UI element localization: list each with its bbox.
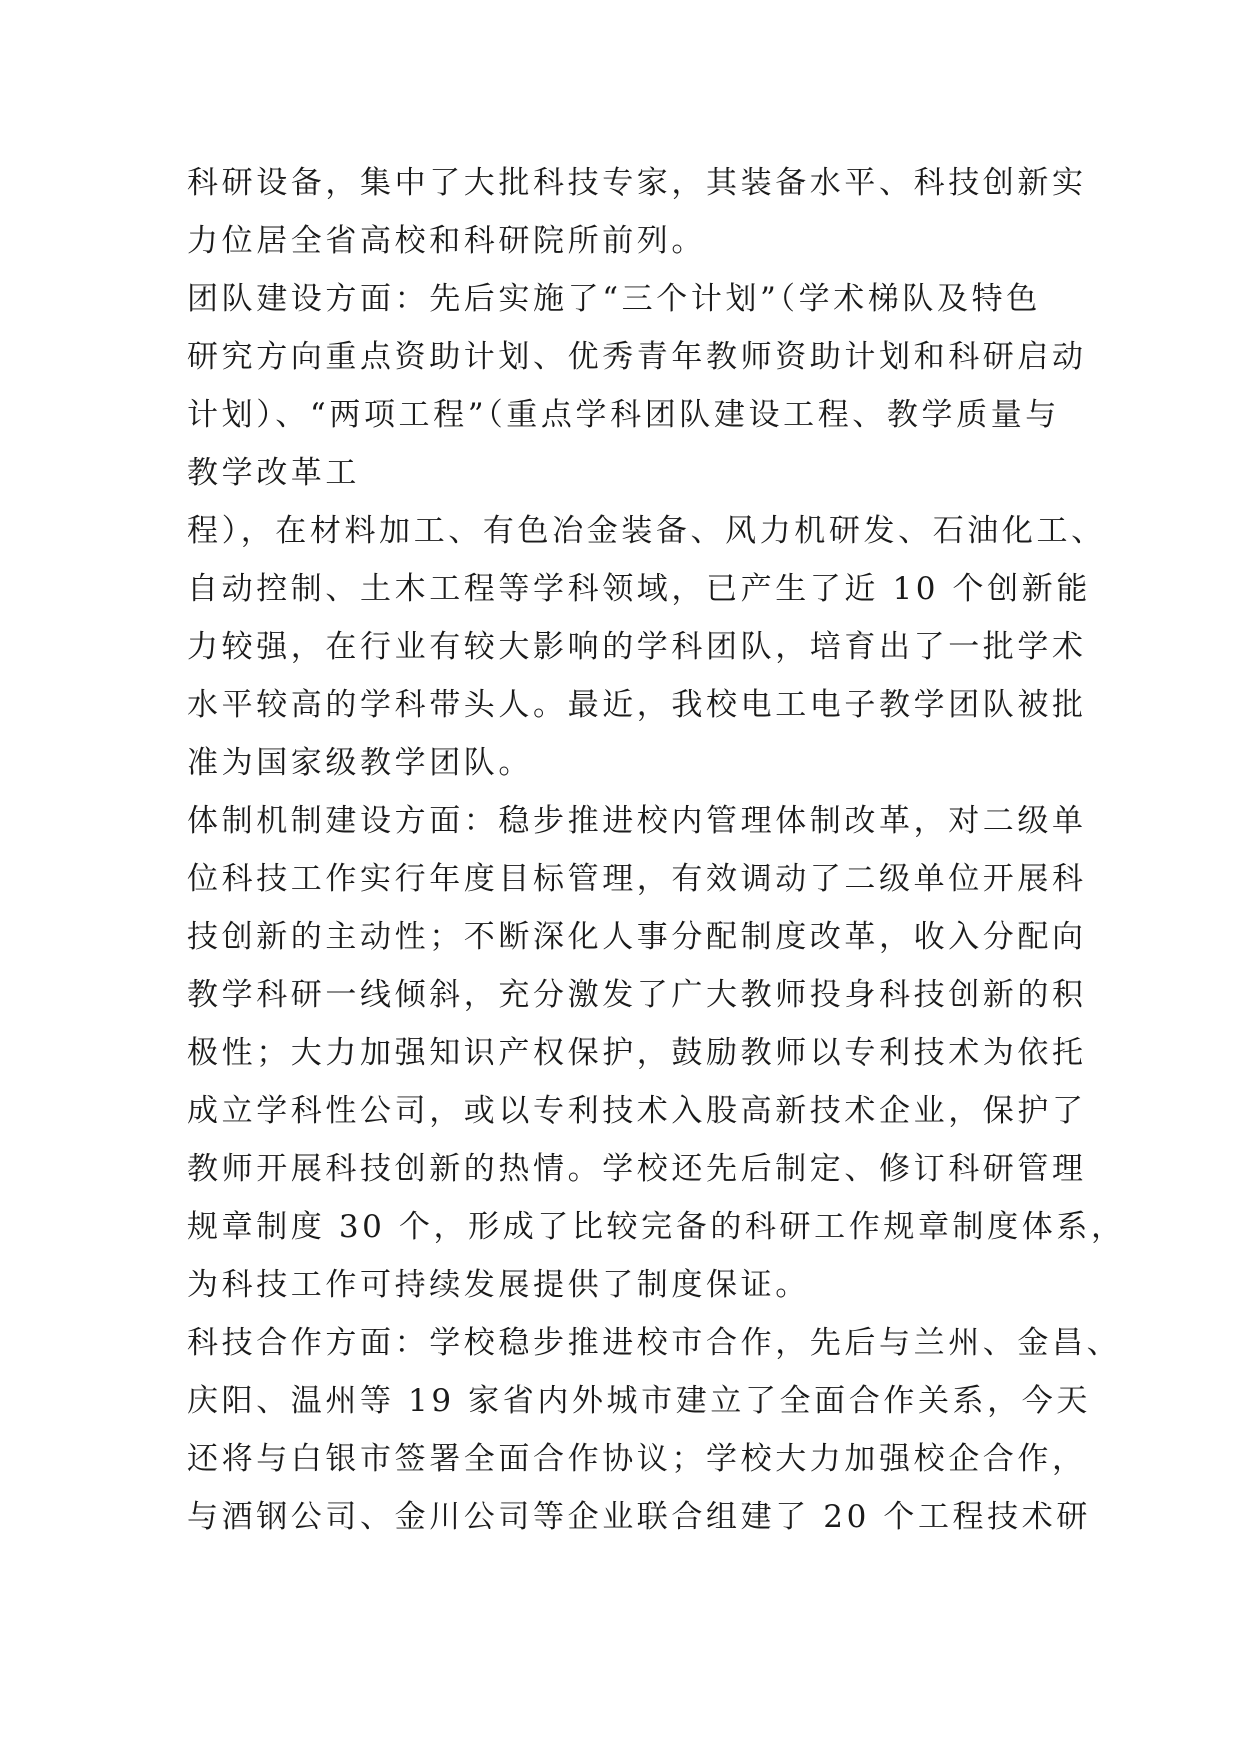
text-line: 科技合作方面：学校稳步推进校市合作，先后与兰州、金昌、: [187, 1325, 1122, 1361]
text-line: 自动控制、土木工程等学科领域，已产生了近 10 个创新能: [187, 571, 1091, 607]
text-line: 为科技工作可持续发展提供了制度保证。: [187, 1267, 810, 1303]
text-line: 体制机制建设方面：稳步推进校内管理体制改革，对二级单: [187, 803, 1087, 839]
text-line: 程），在材料加工、有色冶金装备、风力机研发、石油化工、: [187, 513, 1106, 549]
text-line: 位科技工作实行年度目标管理，有效调动了二级单位开展科: [187, 861, 1087, 897]
text-line: 力较强，在行业有较大影响的学科团队，培育出了一批学术: [187, 629, 1087, 665]
text-line: 计划）、“两项工程”（重点学科团队建设工程、教学质量与: [187, 397, 1060, 433]
text-line: 准为国家级教学团队。: [187, 745, 533, 781]
text-line: 极性；大力加强知识产权保护，鼓励教师以专利技术为依托: [187, 1035, 1087, 1071]
text-line: 与酒钢公司、金川公司等企业联合组建了 20 个工程技术研: [187, 1499, 1091, 1535]
text-line: 技创新的主动性；不断深化人事分配制度改革，收入分配向: [187, 919, 1087, 955]
text-line: 还将与白银市签署全面合作协议；学校大力加强校企合作，: [187, 1441, 1087, 1477]
text-line: 规章制度 30 个，形成了比较完备的科研工作规章制度体系，: [187, 1209, 1126, 1245]
text-line: 研究方向重点资助计划、优秀青年教师资助计划和科研启动: [187, 339, 1087, 375]
text-line: 成立学科性公司，或以专利技术入股高新技术企业，保护了: [187, 1093, 1087, 1129]
text-line: 庆阳、温州等 19 家省内外城市建立了全面合作关系，今天: [187, 1383, 1091, 1419]
text-line: 水平较高的学科带头人。最近，我校电工电子教学团队被批: [187, 687, 1087, 723]
text-line: 教师开展科技创新的热情。学校还先后制定、修订科研管理: [187, 1151, 1087, 1187]
text-line: 力位居全省高校和科研院所前列。: [187, 223, 706, 259]
text-line: 教学科研一线倾斜，充分激发了广大教师投身科技创新的积: [187, 977, 1087, 1013]
text-line: 科研设备，集中了大批科技专家，其装备水平、科技创新实: [187, 165, 1087, 201]
text-line: 团队建设方面：先后实施了“三个计划”（学术梯队及特色: [187, 281, 1041, 317]
text-line: 教学改革工: [187, 455, 360, 491]
